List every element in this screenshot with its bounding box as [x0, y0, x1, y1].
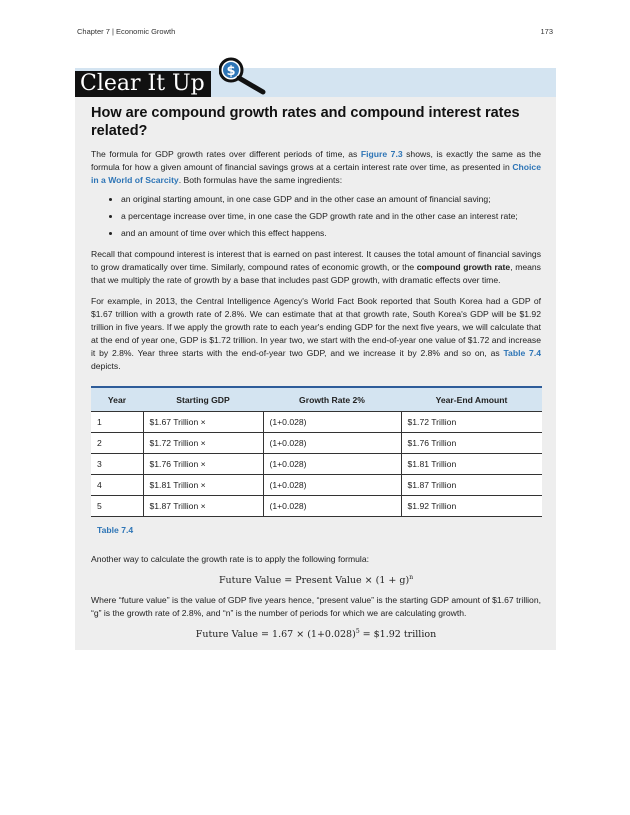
feature-banner	[75, 64, 556, 97]
key-term: compound growth rate	[416, 262, 511, 272]
table-row	[91, 433, 542, 454]
header-year: Year	[91, 387, 143, 412]
cell-year: 5	[91, 496, 143, 517]
running-header	[77, 27, 553, 36]
paragraph-definitions: Where “future value” is the value of GDP five years hence, “present value” is the starting GDP amount of $1.67 trillion, “g” is the growth rate of 2.8%, and “n” is the number of periods for which we are calculating growth.	[91, 595, 541, 619]
page-number: 173	[540, 27, 553, 36]
cell-growth-rate: (1+0.028)	[263, 496, 401, 517]
table-row	[91, 496, 542, 517]
cell-growth-rate: (1+0.028)	[263, 412, 401, 433]
table-header-row	[91, 387, 542, 412]
chapter-title: Chapter 7 | Economic Growth	[77, 27, 176, 36]
cell-growth-rate: (1+0.028)	[263, 454, 401, 475]
box-content	[91, 104, 541, 640]
list-item: • a percentage increase over time, in one case the GDP growth rate and in the other case an interest rate;	[121, 210, 541, 223]
cell-year: 1	[91, 412, 143, 433]
box-heading: How are compound growth rates and compound interest rates related?	[91, 105, 520, 139]
cell-year-end: $1.72 Trillion	[401, 412, 542, 433]
cell-year-end: $1.76 Trillion	[401, 433, 542, 454]
cell-year: 3	[91, 454, 143, 475]
table-7-4-link[interactable]: Table 7.4	[503, 348, 541, 358]
gdp-growth-table	[91, 386, 542, 517]
cell-year-end: $1.81 Trillion	[401, 454, 542, 475]
table-caption: Table 7.4	[97, 525, 134, 535]
worked-formula: Future Value = $1.67 \times (1+0.028)^5$ = $1.92 trillion	[195, 628, 437, 641]
header-growth-rate: Growth Rate 2%	[263, 387, 401, 412]
cell-starting-gdp: $1.87 Trillion ×	[143, 496, 263, 517]
clear-it-up-box	[75, 64, 556, 650]
ingredients-list	[91, 193, 541, 240]
cell-starting-gdp: $1.76 Trillion ×	[143, 454, 263, 475]
cell-starting-gdp: $1.72 Trillion ×	[143, 433, 263, 454]
cell-starting-gdp: $1.67 Trillion ×	[143, 412, 263, 433]
choice-scarcity-link[interactable]: Choice in a World of Scarcity	[91, 162, 541, 185]
cell-year-end: $1.87 Trillion	[401, 475, 542, 496]
header-year-end: Year-End Amount	[401, 387, 542, 412]
cell-growth-rate: (1+0.028)	[263, 433, 401, 454]
paragraph-compound: Recall that compound interest is interest that is earned on past interest. It causes the total amount of financial savings to grow dramatically over time. Similarly, compound rates of economic growth, or the compound growth rate, means that we multiply the rate of growth by a base that includes past GDP growth, with dramatic effects over time.	[91, 249, 541, 285]
feature-label: Clear It Up	[75, 71, 211, 97]
list-item: • an original starting amount, in one case GDP and in the other case an amount of financial saving;	[121, 193, 541, 206]
svg-text:$: $	[226, 64, 236, 79]
table-row	[91, 454, 542, 475]
header-starting-gdp: Starting GDP	[143, 387, 263, 412]
paragraph-intro: The formula for GDP growth rates over different periods of time, as Figure 7.3 shows, is exactly the same as the formula for how a given amount of financial savings grows at a certain interest rate over time, as presented in Choice in a World of Scarcity. Both formulas have the same ingredients:	[91, 149, 541, 185]
cell-starting-gdp: $1.81 Trillion ×	[143, 475, 263, 496]
future-value-formula: Future Value = Present Value × $(1 + g)^n$	[218, 574, 414, 587]
paragraph-formula-intro: Another way to calculate the growth rate is to apply the following formula:	[91, 554, 370, 564]
cell-year: 2	[91, 433, 143, 454]
cell-year-end: $1.92 Trillion	[401, 496, 542, 517]
table-row	[91, 475, 542, 496]
table-row	[91, 412, 542, 433]
figure-7-3-link[interactable]: Figure 7.3	[360, 149, 403, 159]
paragraph-example: For example, in 2013, the Central Intelligence Agency's World Fact Book reported that South Korea had a GDP of $1.67 trillion with a growth rate of 2.8%. We can estimate that at that growth rate, South Korea's GDP will be $1.92 trillion in five years. If we apply the growth rate to each year's ending GDP for the next five years, we will calculate that at the end of year one, GDP is $1.72 trillion. In year two, we start with the end-of-year one value of $1.72 and increase it by 2.8%. Year three starts with the end-of-year two GDP, and we increase it by 2.8% and so on, as Table 7.4 depicts.	[91, 296, 541, 371]
dollar-magnifier-icon	[219, 56, 275, 96]
cell-year: 4	[91, 475, 143, 496]
cell-growth-rate: (1+0.028)	[263, 475, 401, 496]
list-item: • and an amount of time over which this effect happens.	[121, 227, 541, 240]
